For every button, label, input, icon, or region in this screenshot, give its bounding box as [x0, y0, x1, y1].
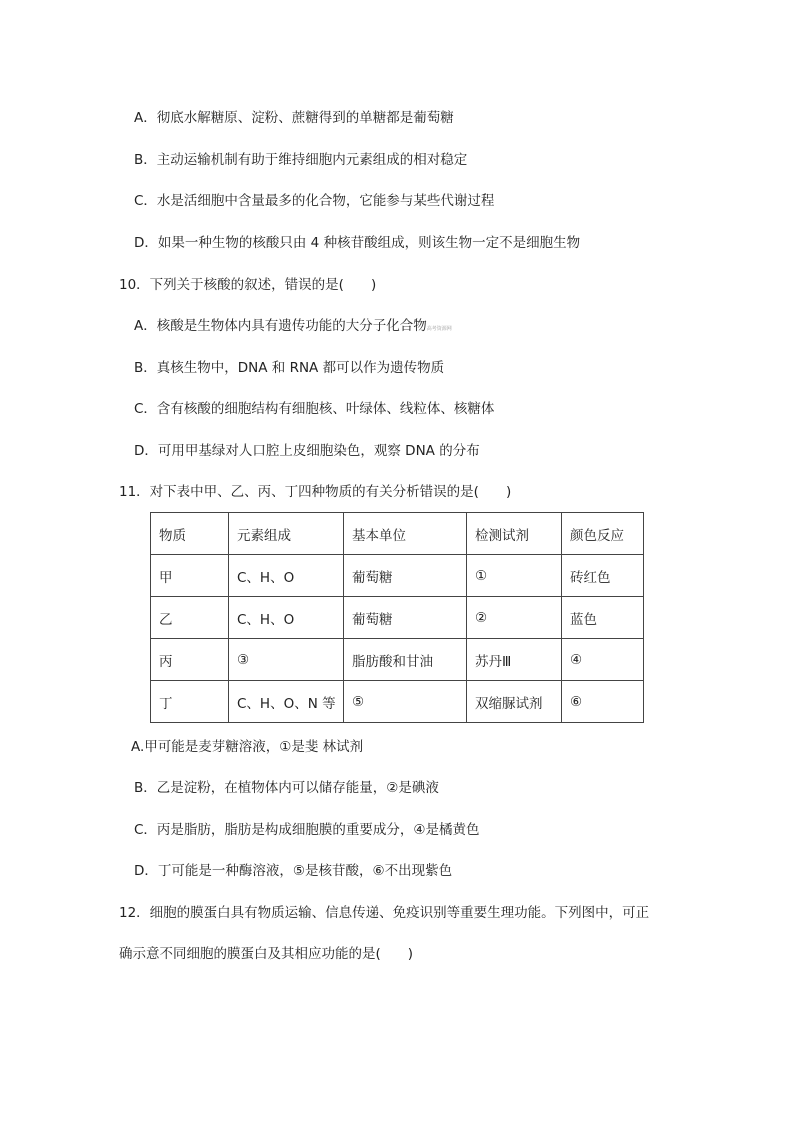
q10-option-c: C．含有核酸的细胞结构有细胞核、叶绿体、线粒体、核糖体 [134, 401, 495, 417]
q9-option-b: B．主动运输机制有助于维持细胞内元素组成的相对稳定 [134, 152, 468, 168]
q11-option-d: D．丁可能是一种酶溶液，⑤是核苷酸，⑥不出现紫色 [134, 863, 453, 879]
table-cell: ① [467, 555, 562, 597]
table-cell: 脂肪酸和甘油 [344, 639, 467, 681]
table-cell: 甲 [151, 555, 229, 597]
q10-stem: 10．下列关于核酸的叙述，错误的是( ) [119, 277, 377, 293]
q10-option-a-text: A．核酸是生物体内具有遗传功能的大分子化合物 [134, 318, 427, 334]
q12-stem-line2: 确示意不同细胞的膜蛋白及其相应功能的是( ) [119, 946, 414, 962]
q10-option-d: D．可用甲基绿对人口腔上皮细胞染色，观察 DNA 的分布 [134, 443, 480, 459]
q10-option-a [134, 316, 452, 339]
table-header-cell: 物质 [151, 513, 229, 555]
q11-option-a: A.甲可能是麦芽糖溶液，①是斐 林试剂 [131, 739, 364, 755]
table-cell: C、H、O [229, 597, 344, 639]
table-cell: 乙 [151, 597, 229, 639]
q12-stem-line1: 12．细胞的膜蛋白具有物质运输、信息传递、免疫识别等重要生理功能。下列图中，可正 [119, 905, 650, 921]
q9-option-c: C．水是活细胞中含量最多的化合物，它能参与某些代谢过程 [134, 193, 495, 209]
table-header-cell: 元素组成 [229, 513, 344, 555]
table-header-cell: 颜色反应 [562, 513, 644, 555]
table-cell: 葡萄糖 [344, 597, 467, 639]
watermark-mark: 高考资源网 [426, 326, 452, 332]
table-cell: 砖红色 [562, 555, 644, 597]
table-header-row [151, 513, 644, 555]
q10-option-b: B．真核生物中，DNA 和 RNA 都可以作为遗传物质 [134, 360, 445, 376]
q11-stem: 11．对下表中甲、乙、丙、丁四种物质的有关分析错误的是( ) [119, 484, 512, 500]
table-row [151, 639, 644, 681]
q9-option-a: A．彻底水解糖原、淀粉、蔗糖得到的单糖都是葡萄糖 [134, 110, 454, 126]
table-cell: 苏丹Ⅲ [467, 639, 562, 681]
q9-option-d: D．如果一种生物的核酸只由 4 种核苷酸组成，则该生物一定不是细胞生物 [134, 235, 581, 251]
table-row [151, 555, 644, 597]
table-cell: ④ [562, 639, 644, 681]
table-row [151, 597, 644, 639]
table-cell: 丁 [151, 681, 229, 723]
table-row [151, 681, 644, 723]
table-cell: C、H、O、N 等 [229, 681, 344, 723]
table-cell: 丙 [151, 639, 229, 681]
q11-option-c: C．丙是脂肪，脂肪是构成细胞膜的重要成分，④是橘黄色 [134, 822, 480, 838]
table-cell: ⑤ [344, 681, 467, 723]
q11-table [150, 512, 644, 723]
q11-option-b: B．乙是淀粉，在植物体内可以储存能量，②是碘液 [134, 780, 439, 796]
table-cell: C、H、O [229, 555, 344, 597]
table-header-cell: 检测试剂 [467, 513, 562, 555]
table-cell: ⑥ [562, 681, 644, 723]
table-cell: ③ [229, 639, 344, 681]
table-cell: 双缩脲试剂 [467, 681, 562, 723]
table-cell: ② [467, 597, 562, 639]
table-cell: 蓝色 [562, 597, 644, 639]
table-cell: 葡萄糖 [344, 555, 467, 597]
table-header-cell: 基本单位 [344, 513, 467, 555]
